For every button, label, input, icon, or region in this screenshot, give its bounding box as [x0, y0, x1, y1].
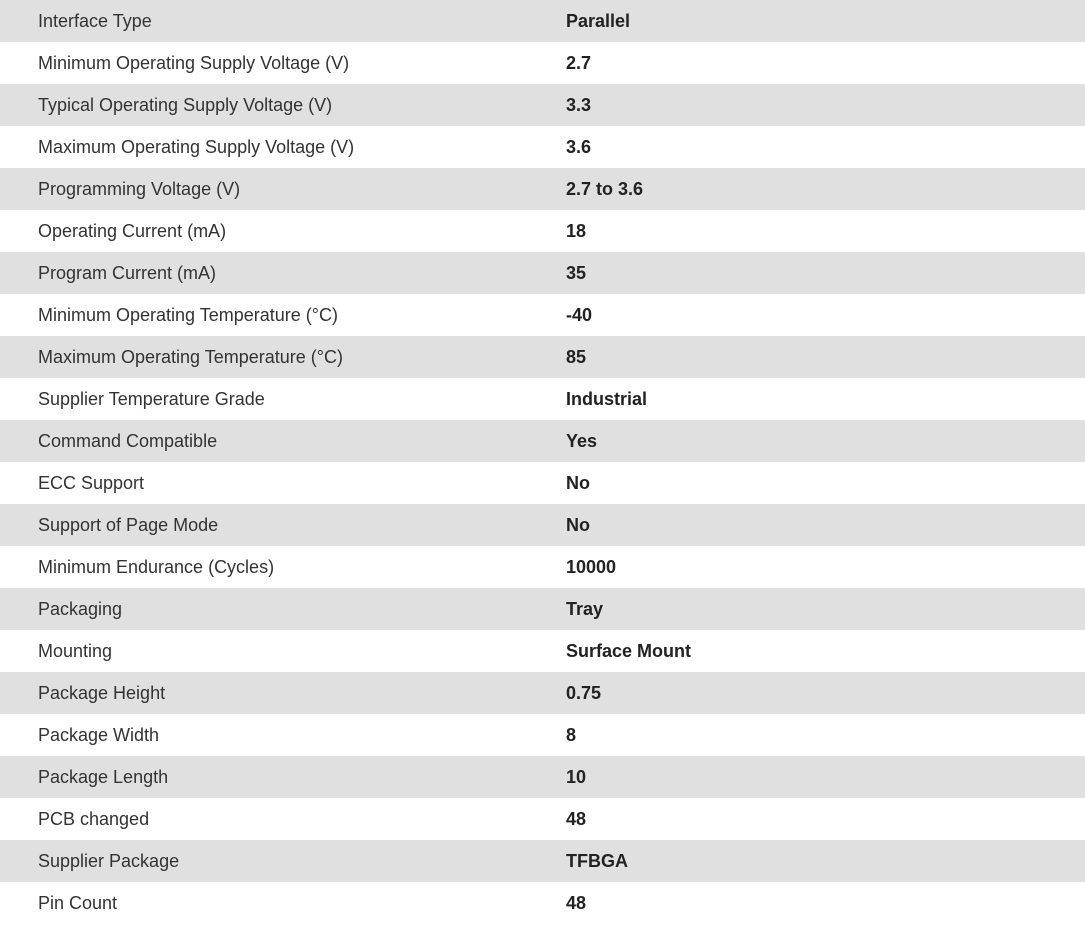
spec-value: 48: [566, 808, 587, 829]
spec-label: Programming Voltage (V): [38, 178, 241, 199]
spec-row-max-operating-temp: [0, 336, 1085, 378]
spec-row-pcb-changed: [0, 798, 1085, 840]
spec-label: Minimum Operating Supply Voltage (V): [38, 52, 350, 73]
spec-label: Package Width: [38, 724, 160, 745]
spec-value: No: [566, 514, 590, 535]
spec-value: 10: [566, 766, 587, 787]
spec-value: 3.6: [566, 136, 592, 157]
spec-row-supplier-package: [0, 840, 1085, 882]
spec-value: 18: [566, 220, 587, 241]
spec-label: Support of Page Mode: [38, 514, 219, 535]
spec-row-min-supply-voltage: [0, 42, 1085, 84]
spec-value: 8: [566, 724, 577, 745]
spec-row-page-mode: [0, 504, 1085, 546]
spec-row-pin-count: [0, 882, 1085, 924]
spec-label: ECC Support: [38, 472, 145, 493]
spec-row-ecc-support: [0, 462, 1085, 504]
spec-row-min-operating-temp: [0, 294, 1085, 336]
spec-label: Packaging: [38, 598, 123, 619]
spec-value: No: [566, 472, 590, 493]
spec-value: 48: [566, 892, 587, 913]
spec-row-package-length: [0, 756, 1085, 798]
spec-label: Operating Current (mA): [38, 220, 227, 241]
spec-row-package-height: [0, 672, 1085, 714]
spec-label: Program Current (mA): [38, 262, 217, 283]
spec-row-min-endurance: [0, 546, 1085, 588]
spec-value: TFBGA: [566, 850, 628, 871]
spec-label: Maximum Operating Temperature (°C): [38, 346, 343, 367]
spec-label: Command Compatible: [38, 430, 218, 451]
spec-row-max-supply-voltage: [0, 126, 1085, 168]
spec-label: Minimum Endurance (Cycles): [38, 556, 275, 577]
spec-row-temperature-grade: [0, 378, 1085, 420]
spec-label: Minimum Operating Temperature (°C): [38, 304, 338, 325]
spec-label: Package Length: [38, 766, 169, 787]
spec-value: Tray: [566, 598, 604, 619]
spec-value: 35: [566, 262, 587, 283]
spec-row-typ-supply-voltage: [0, 84, 1085, 126]
spec-value: 3.3: [566, 94, 592, 115]
spec-row-packaging: [0, 588, 1085, 630]
spec-row-package-width: [0, 714, 1085, 756]
spec-value: Industrial: [566, 388, 648, 409]
spec-value: Surface Mount: [566, 640, 692, 661]
spec-row-programming-voltage: [0, 168, 1085, 210]
spec-row-command-compatible: [0, 420, 1085, 462]
spec-label: Supplier Package: [38, 850, 180, 871]
spec-row-mounting: [0, 630, 1085, 672]
spec-value: -40: [566, 304, 593, 325]
spec-label: Pin Count: [38, 892, 118, 913]
spec-label: Supplier Temperature Grade: [38, 388, 265, 409]
spec-label: Typical Operating Supply Voltage (V): [38, 94, 333, 115]
spec-label: Package Height: [38, 682, 166, 703]
spec-value: Parallel: [566, 10, 631, 31]
spec-value: 10000: [566, 556, 617, 577]
spec-value: 85: [566, 346, 587, 367]
spec-value: Yes: [566, 430, 598, 451]
spec-row-operating-current: [0, 210, 1085, 252]
spec-value: 0.75: [566, 682, 602, 703]
spec-label: Maximum Operating Supply Voltage (V): [38, 136, 355, 157]
spec-label: Mounting: [38, 640, 113, 661]
spec-value: 2.7: [566, 52, 592, 73]
spec-row-program-current: [0, 252, 1085, 294]
spec-row-interface-type: [0, 0, 1085, 42]
spec-label: Interface Type: [38, 10, 152, 31]
spec-label: PCB changed: [38, 808, 150, 829]
spec-value: 2.7 to 3.6: [566, 178, 644, 199]
